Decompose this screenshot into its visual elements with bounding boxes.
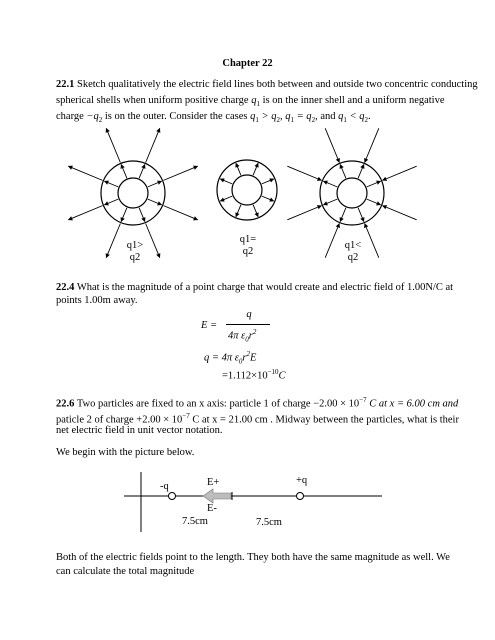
case-label-2 — [218, 234, 278, 258]
eq1-denominator — [228, 325, 256, 347]
inner-field-line — [367, 181, 381, 187]
outer-field-line — [325, 128, 339, 162]
e-plus-label: E+ — [207, 477, 220, 488]
eq3 — [222, 365, 286, 384]
inner-shell — [337, 178, 367, 208]
inner-field-line — [148, 199, 162, 205]
distance-label-2: 7.5cm — [256, 517, 282, 528]
inner-field-line — [121, 208, 127, 222]
outer-field-line — [68, 166, 102, 180]
subscript: 1 — [343, 116, 347, 125]
q1-symbol: q — [338, 111, 344, 122]
minus-q2-symbol: −q — [86, 111, 99, 122]
outer-field-line — [287, 206, 321, 220]
superscript: −7 — [182, 412, 190, 420]
inner-field-line — [104, 181, 118, 187]
inner-field-line — [323, 181, 337, 187]
charge-diagram — [0, 460, 495, 540]
inner-field-line — [367, 199, 381, 205]
inner-field-line — [148, 181, 162, 187]
problem-text: charge — [56, 111, 87, 122]
outer-field-line — [163, 206, 197, 220]
eq1-numerator: q — [246, 309, 252, 320]
case-label-line: q2 — [347, 252, 359, 263]
problem-22-6-intro: We begin with the picture below. — [56, 447, 195, 458]
problem-text: paticle 2 of charge +2.00 × 10 — [56, 414, 183, 426]
case-label-line: q2 — [242, 246, 254, 257]
inner-field-line — [139, 208, 145, 222]
chapter-title: Chapter 22 — [222, 58, 273, 69]
outer-field-line — [287, 166, 321, 180]
outer-field-line — [146, 128, 160, 162]
eq-part: E — [249, 352, 257, 364]
distance-label-1: 7.5cm — [182, 516, 208, 527]
problem-22-4-line1 — [56, 281, 453, 295]
subscript: 0 — [245, 335, 249, 344]
outer-field-line — [365, 128, 379, 162]
q1-symbol: q — [251, 95, 257, 106]
eq-part: =1.112×10 — [222, 370, 268, 382]
inner-field-line — [236, 163, 241, 175]
eq1-lhs: E = — [201, 320, 218, 331]
case-label-line: q2 — [129, 252, 141, 263]
superscript: −7 — [359, 396, 367, 404]
inner-field-line — [323, 199, 337, 205]
outer-field-line — [382, 166, 416, 180]
superscript: 2 — [246, 350, 250, 358]
superscript: −10 — [267, 368, 279, 376]
case-label-line: q1> — [126, 240, 144, 251]
inner-field-line — [358, 208, 364, 222]
inner-field-line — [358, 164, 364, 178]
case-lt: < q — [346, 111, 365, 122]
subscript: 2 — [311, 116, 316, 125]
superscript: 2 — [252, 328, 257, 336]
case-gt: > q — [258, 111, 277, 122]
case-label-1 — [105, 240, 165, 264]
subscript: 0 — [238, 357, 243, 366]
q1-symbol: q — [285, 111, 291, 122]
outer-shell — [217, 160, 277, 220]
outer-shell — [101, 161, 165, 225]
problem-text: C at x = 6.00 cm and — [369, 398, 459, 410]
problem-22-1-line3: charge $-q_2$ is on the outer. Consider the cases $q_1 > q_2$, $q_1 = q_2$, and $q_1 < q_2$. — [56, 111, 371, 125]
subscript: 1 — [256, 100, 260, 109]
inner-shell — [118, 178, 148, 208]
subscript: 2 — [364, 116, 368, 125]
outer-field-line — [68, 206, 102, 220]
inner-field-line — [220, 179, 232, 184]
eq-part: C — [278, 370, 286, 382]
problem-22-1-line1 — [56, 78, 478, 92]
inner-field-line — [340, 164, 346, 178]
case-eq: = q — [293, 111, 312, 122]
eq-part: r — [248, 330, 253, 342]
problem-number: 22.4 — [56, 282, 75, 293]
outer-field-line — [163, 166, 197, 180]
conclusion-line2: can calculate the total magnitude — [56, 566, 195, 577]
inner-field-line — [121, 164, 127, 178]
inner-field-line — [262, 196, 274, 201]
outer-field-line — [382, 206, 416, 220]
problem-text: is on the outer. Consider the cases — [102, 111, 251, 122]
problem-number: 22.6 — [56, 398, 75, 410]
pos-charge-label: +q — [296, 475, 308, 486]
field-arrow — [203, 489, 231, 503]
problem-text: Sketch qualitatively the electric field lines both between and outside two concentric conducting — [77, 79, 478, 90]
inner-field-line — [139, 164, 145, 178]
problem-text: , and — [315, 111, 339, 122]
problem-number: 22.1 — [56, 79, 75, 90]
subscript: 2 — [98, 116, 103, 125]
eq-part: r — [242, 352, 247, 364]
case-label-line: q1= — [239, 234, 257, 245]
inner-field-line — [236, 205, 241, 217]
e-minus-label: E- — [207, 503, 217, 514]
case-label-line: q1< — [344, 240, 362, 251]
inner-field-line — [220, 196, 232, 201]
neg-charge-label: -q — [160, 481, 169, 492]
inner-field-line — [340, 208, 346, 222]
subscript: 2 — [276, 116, 280, 125]
problem-22-1-line2 — [56, 94, 445, 111]
problem-text: What is the magnitude of a point charge that would create and electric field of 1.00N/C at — [76, 282, 454, 293]
eq-part: q = 4π ε — [204, 352, 239, 364]
q1-symbol: q — [250, 111, 256, 122]
subscript: 1 — [255, 116, 259, 125]
case-label-3 — [323, 240, 383, 264]
inner-field-line — [262, 179, 274, 184]
eq-part: 4π ε — [228, 330, 246, 342]
problem-text: Two particles are fixed to an x axis: particle 1 of charge −2.00 × 10 — [76, 398, 360, 410]
problem-22-6-line3: net electric field in unit vector notation. — [56, 425, 223, 436]
inner-field-line — [104, 199, 118, 205]
inner-field-line — [253, 205, 258, 217]
problem-text: spherical shells when uniform positive charge — [56, 95, 252, 106]
outer-shell — [320, 161, 384, 225]
outer-field-line — [106, 128, 120, 162]
problem-text: is on the inner shell and a uniform negative — [259, 95, 445, 106]
problem-22-4-line2: points 1.00m away. — [56, 295, 138, 306]
negative-charge — [169, 493, 176, 500]
conclusion-line1: Both of the electric fields point to the length. They both have the same magnitude as well. We — [56, 552, 450, 563]
positive-charge — [297, 493, 304, 500]
problem-text: C at x = 21.00 cm . Midway between the particles, what is their — [192, 414, 459, 426]
inner-field-line — [253, 163, 258, 175]
inner-shell — [232, 175, 262, 205]
subscript: 1 — [290, 116, 294, 125]
